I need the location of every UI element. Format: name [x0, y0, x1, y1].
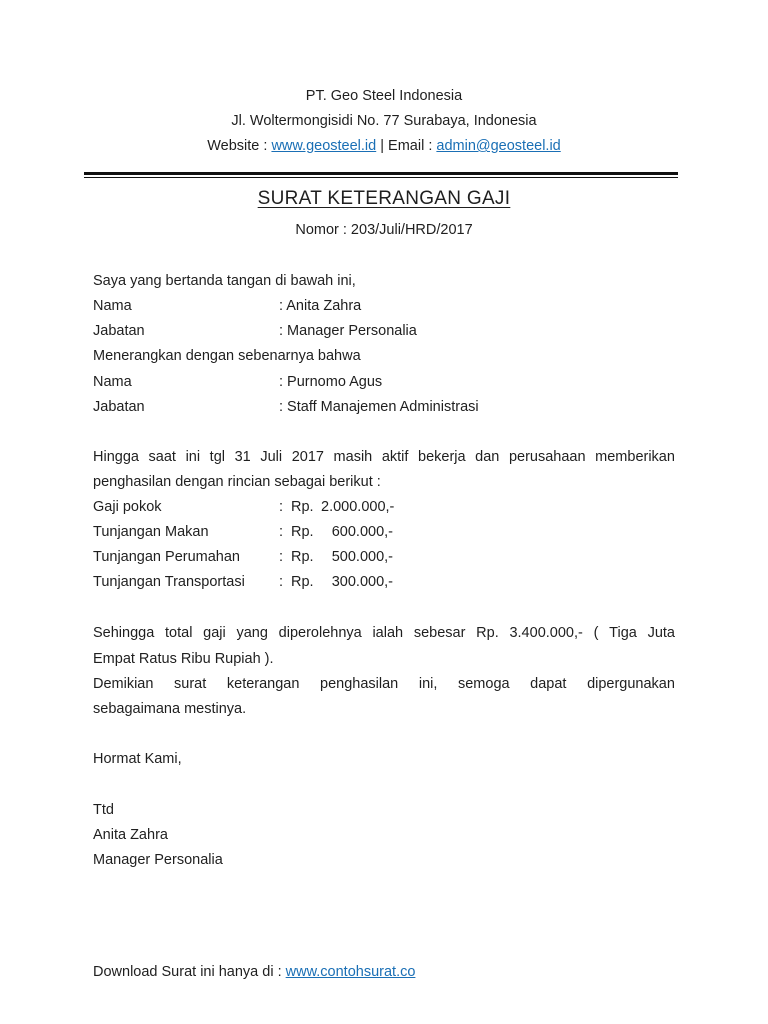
salary-currency: Rp. [291, 499, 314, 515]
word: ini, [418, 676, 438, 692]
word: saat [148, 449, 176, 465]
salary-row-basic [93, 498, 675, 516]
salary-label: Tunjangan Makan [93, 524, 209, 540]
signer-name-row [93, 297, 675, 315]
salary-row-transport [93, 573, 675, 591]
word: aktif [381, 449, 409, 465]
intro-text: Saya yang bertanda tangan di bawah ini, [93, 273, 356, 289]
letter-number: Nomor : 203/Juli/HRD/2017 [295, 222, 473, 238]
total-line2: Empat Ratus Ribu Rupiah ). [93, 651, 274, 667]
salary-currency: Rp. [291, 524, 314, 540]
footer-link[interactable]: www.contohsurat.co [285, 964, 416, 980]
word: bekerja [418, 449, 466, 465]
website-label: Website : [207, 138, 272, 154]
word: Demikian [93, 676, 154, 692]
word: dipergunakan [587, 676, 675, 692]
salary-amount: 2.000.000,- [321, 499, 395, 515]
signer-name-value: : Anita Zahra [279, 298, 362, 314]
salary-amount: 600.000,- [331, 524, 393, 540]
word: Tiga [609, 625, 637, 641]
word: Sehingga [93, 625, 155, 641]
word: diperolehnya [278, 625, 362, 641]
signer-position-label: Jabatan [93, 323, 145, 339]
employee-name-row [93, 373, 675, 391]
employee-position-value: : Staff Manajemen Administrasi [279, 399, 479, 415]
total-line1 [93, 624, 675, 642]
employee-position-label: Jabatan [93, 399, 145, 415]
paragraph1-line1 [93, 448, 675, 466]
website-link[interactable]: www.geosteel.id [271, 138, 377, 154]
salary-amount: 300.000,- [331, 574, 393, 590]
closing-line2: sebagaimana mestinya. [93, 701, 247, 717]
salary-colon: : [279, 524, 284, 540]
word: 31 [234, 449, 251, 465]
closing-line1 [93, 675, 675, 693]
signer-name-label: Nama [93, 298, 132, 314]
salary-label: Tunjangan Transportasi [93, 574, 245, 590]
letter-title [0, 188, 768, 210]
word: memberikan [595, 449, 675, 465]
word: surat [174, 676, 207, 692]
word: 2017 [291, 449, 324, 465]
salary-row-meal [93, 523, 675, 541]
salary-row-housing [93, 548, 675, 566]
header-divider-thick [84, 172, 678, 175]
salary-label: Tunjangan Perumahan [93, 549, 240, 565]
salary-colon: : [279, 499, 284, 515]
ttd-text: Ttd [93, 802, 114, 818]
word: ini [185, 449, 201, 465]
word: dan [475, 449, 500, 465]
email-label: | Email : [376, 138, 437, 154]
email-link[interactable]: admin@geosteel.id [436, 138, 561, 154]
salary-label: Gaji pokok [93, 499, 162, 515]
salary-amount: 500.000,- [331, 549, 393, 565]
regards-text: Hormat Kami, [93, 751, 182, 767]
employee-name-value: : Purnomo Agus [279, 374, 383, 390]
word: 3.400.000,- [509, 625, 583, 641]
footer [93, 964, 415, 980]
word: sebesar [413, 625, 466, 641]
company-name: PT. Geo Steel Indonesia [305, 88, 463, 104]
employee-name-label: Nama [93, 374, 132, 390]
word: Rp. [476, 625, 499, 641]
signer-position-value: : Manager Personalia [279, 323, 417, 339]
letter-title-text: SURAT KETERANGAN GAJI [257, 188, 511, 209]
header-divider-thin [84, 177, 678, 178]
word: dapat [530, 676, 567, 692]
company-contact [0, 138, 768, 154]
word: total [165, 625, 193, 641]
salary-colon: : [279, 574, 284, 590]
salary-currency: Rp. [291, 549, 314, 565]
word: perusahaan [508, 449, 586, 465]
footer-text: Download Surat ini hanya di : [93, 964, 286, 980]
paragraph1-line2: penghasilan dengan rincian sebagai berikut : [93, 474, 381, 490]
signer-name: Anita Zahra [93, 827, 168, 843]
word: ( [593, 625, 599, 641]
word: gaji [203, 625, 226, 641]
word: yang [236, 625, 268, 641]
word: Hingga [93, 449, 139, 465]
signer-position: Manager Personalia [93, 852, 223, 868]
word: penghasilan [320, 676, 399, 692]
statement-text: Menerangkan dengan sebenarnya bahwa [93, 348, 361, 364]
employee-position-row [93, 398, 675, 416]
salary-colon: : [279, 549, 284, 565]
word: ialah [372, 625, 404, 641]
word: Juta [647, 625, 675, 641]
company-address: Jl. Woltermongisidi No. 77 Surabaya, Indonesia [231, 113, 537, 129]
word: masih [333, 449, 373, 465]
signer-position-row [93, 322, 675, 340]
word: Juli [260, 449, 283, 465]
word: keterangan [226, 676, 300, 692]
word: semoga [457, 676, 510, 692]
salary-currency: Rp. [291, 574, 314, 590]
word: tgl [209, 449, 225, 465]
